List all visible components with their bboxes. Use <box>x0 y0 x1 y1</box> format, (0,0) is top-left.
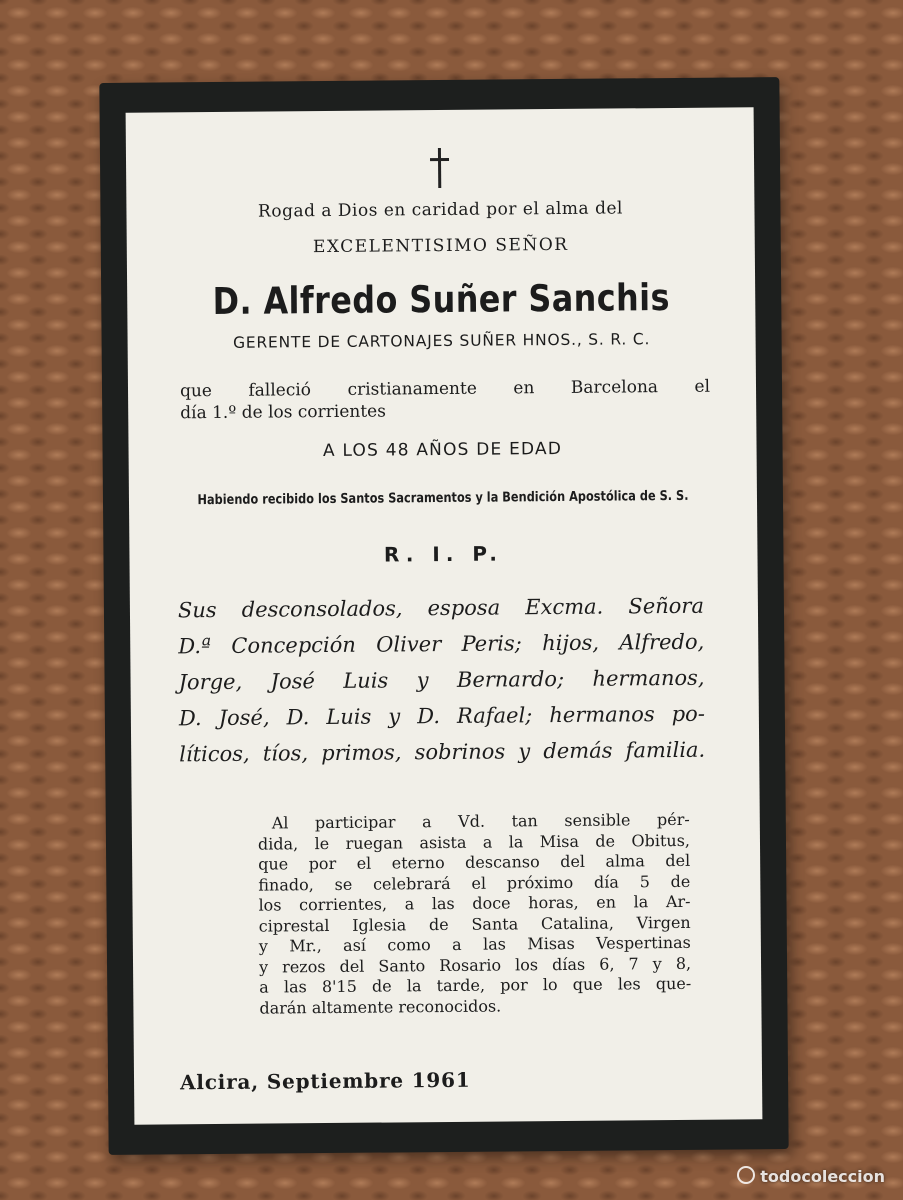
mass-line: ciprestal Iglesia de Santa Catalina, Virgen <box>258 912 691 936</box>
mass-line: finado, se celebrará el próximo día 5 de <box>258 871 691 895</box>
family-line: líticos, tíos, primos, sobrinos y demás familia. <box>179 737 706 767</box>
age-line: A LOS 48 AÑOS DE EDAD <box>322 438 563 462</box>
card-paper <box>126 107 763 1124</box>
cross-icon <box>428 148 452 188</box>
rip-line: R. I. P. <box>383 541 504 567</box>
death-line-1: que falleció cristianamente en Barcelona el <box>179 376 711 402</box>
mass-paragraph <box>258 810 692 1019</box>
family-line: Sus desconsolados, esposa Excma. Señora <box>177 593 705 623</box>
mass-line: dida, le ruegan asista a la Misa de Obitus, <box>257 830 691 854</box>
mass-line: los corrientes, a las doce horas, en la Ar- <box>258 891 691 915</box>
family-line: Jorge, José Luis y Bernardo; hermanos, <box>178 665 705 695</box>
watermark-logo-icon <box>737 1166 755 1184</box>
sacraments-line: Habiendo recibido los Santos Sacramentos y la Bendición Apostólica de S. S. <box>197 487 689 509</box>
place-date: Alcira, Septiembre 1961 <box>179 1067 471 1095</box>
family-line: D.ª Concepción Oliver Peris; hijos, Alfredo, <box>178 629 705 659</box>
honorific: EXCELENTISIMO SEÑOR <box>312 234 569 258</box>
mass-line: darán altamente reconocidos. <box>259 996 502 1018</box>
mass-line: y rezos del Santo Rosario los días 6, 7 y 8, <box>258 953 692 977</box>
death-paragraph <box>180 376 710 425</box>
mass-line: y Mr., así como a las Misas Vespertinas <box>258 932 691 956</box>
deceased-name: D. Alfredo Suñer Sanchis <box>212 276 671 324</box>
position-line: GERENTE DE CARTONAJES SUÑER HNOS., S. R. C. <box>232 330 651 352</box>
mass-line: Al participar a Vd. tan sensible pér- <box>271 809 690 833</box>
family-paragraph <box>178 588 706 773</box>
watermark <box>737 1166 885 1186</box>
death-line-2: día 1.º de los corrientes <box>180 401 387 424</box>
prayer-line: Rogad a Dios en caridad por el alma del <box>257 198 623 222</box>
mass-line: que por el eterno descanso del alma del <box>258 850 691 874</box>
mass-line: a las 8'15 de la tarde, por lo que les que- <box>259 973 692 997</box>
watermark-text: todocoleccion <box>760 1167 885 1186</box>
family-line: D. José, D. Luis y D. Rafael; hermanos po- <box>178 701 705 731</box>
funeral-card <box>99 77 788 1155</box>
